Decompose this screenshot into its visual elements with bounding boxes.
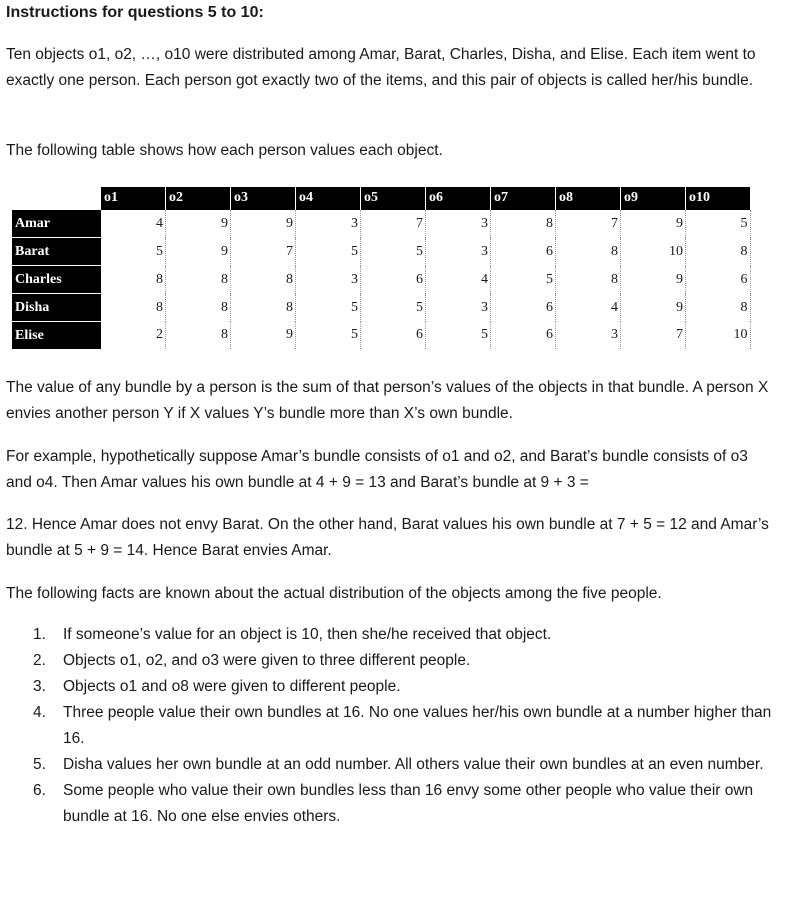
value-cell: 10: [686, 322, 751, 350]
table-caption: The following table shows how each person values each object.: [6, 142, 443, 159]
value-cell: 8: [166, 322, 231, 350]
table-row: [12, 238, 750, 266]
value-cell: 8: [556, 266, 621, 294]
value-cell: 8: [231, 266, 296, 294]
facts-intro-paragraph: The following facts are known about the actual distribution of the objects among the five people.: [6, 585, 662, 602]
value-cell: 7: [556, 210, 621, 238]
value-cell: 6: [491, 294, 556, 322]
list-text: Some people who value their own bundles less than 16 envy some other people who value their own bundle at 16. No one else envies others.: [63, 782, 754, 825]
example-paragraph: For example, hypothetically suppose Amar’s bundle consists of o1 and o2, and Barat’s bundle consists of o3 and o4. Then Amar values his own bundle at 4 + 9 = 13 and Barat’s bundle at 9 + 3 =: [6, 448, 748, 491]
value-cell: 3: [296, 210, 361, 238]
col-header: o2: [166, 187, 231, 210]
col-header: o9: [621, 187, 686, 210]
value-cell: 7: [621, 322, 686, 350]
col-header: o8: [556, 187, 621, 210]
value-cell: 8: [166, 294, 231, 322]
value-cell: 3: [426, 210, 491, 238]
list-item: [0, 648, 780, 674]
valuation-table: [12, 187, 751, 349]
row-name-cell: Disha: [12, 294, 101, 322]
value-cell: 3: [296, 266, 361, 294]
value-cell: 2: [101, 322, 166, 350]
value-cell: 10: [621, 238, 686, 266]
col-header: o4: [296, 187, 361, 210]
value-cell: 9: [621, 210, 686, 238]
value-cell: 5: [296, 294, 361, 322]
list-number: 3.: [33, 678, 46, 695]
value-cell: 5: [101, 238, 166, 266]
value-cell: 6: [361, 322, 426, 350]
intro-paragraph: Ten objects o1, o2, …, o10 were distributed among Amar, Barat, Charles, Disha, and Elise. Each item went to exactly one person. Each person got exactly two of the items, and this pair of objects is called her/his bundle.: [6, 46, 756, 89]
value-cell: 8: [686, 294, 751, 322]
col-header: o7: [491, 187, 556, 210]
row-name-cell: Amar: [12, 210, 101, 238]
list-text: Objects o1 and o8 were given to different people.: [63, 678, 401, 695]
value-cell: 9: [166, 210, 231, 238]
value-cell: 3: [426, 294, 491, 322]
table-row: [12, 294, 750, 322]
value-cell: 4: [426, 266, 491, 294]
value-cell: 6: [491, 322, 556, 350]
table-row: [12, 266, 750, 294]
list-text: Disha values her own bundle at an odd number. All others value their own bundles at an even number.: [63, 756, 764, 773]
value-cell: 9: [621, 266, 686, 294]
value-cell: 5: [491, 266, 556, 294]
table-row: [12, 322, 750, 350]
value-cell: 6: [686, 266, 751, 294]
value-cell: 5: [361, 294, 426, 322]
list-item: [0, 674, 780, 700]
value-cell: 8: [686, 238, 751, 266]
list-item: [0, 752, 780, 778]
value-cell: 7: [361, 210, 426, 238]
value-cell: 4: [101, 210, 166, 238]
value-cell: 3: [426, 238, 491, 266]
bundle-definition-paragraph: The value of any bundle by a person is the sum of that person’s values of the objects in that bundle. A person X envies another person Y if X values Y’s bundle more than X’s own bundle.: [6, 379, 769, 422]
list-number: 6.: [33, 782, 46, 799]
table-header-row: [12, 187, 750, 210]
col-header: o10: [686, 187, 751, 210]
value-cell: 8: [556, 238, 621, 266]
list-item: [0, 778, 780, 830]
list-number: 4.: [33, 704, 46, 721]
value-cell: 8: [231, 294, 296, 322]
value-cell: 7: [231, 238, 296, 266]
col-header: o3: [231, 187, 296, 210]
value-cell: 6: [491, 238, 556, 266]
value-cell: 8: [101, 266, 166, 294]
col-header: o5: [361, 187, 426, 210]
row-name-cell: Elise: [12, 322, 101, 350]
value-cell: 4: [556, 294, 621, 322]
list-item: [0, 700, 780, 752]
list-item: [0, 622, 780, 648]
facts-list: [0, 622, 780, 830]
list-text: Three people value their own bundles at 16. No one values her/his own bundle at a number higher than 16.: [63, 704, 772, 747]
example-continued-paragraph: 12. Hence Amar does not envy Barat. On the other hand, Barat values his own bundle at 7 + 5 = 12 and Amar’s bundle at 5 + 9 = 14. Hence Barat envies Amar.: [6, 516, 769, 559]
list-text: Objects o1, o2, and o3 were given to three different people.: [63, 652, 471, 669]
value-cell: 5: [296, 322, 361, 350]
instructions-heading: Instructions for questions 5 to 10:: [6, 4, 264, 21]
value-cell: 5: [361, 238, 426, 266]
value-cell: 3: [556, 322, 621, 350]
list-number: 5.: [33, 756, 46, 773]
value-cell: 8: [101, 294, 166, 322]
value-cell: 9: [231, 210, 296, 238]
value-cell: 9: [621, 294, 686, 322]
value-cell: 8: [491, 210, 556, 238]
col-header: o6: [426, 187, 491, 210]
value-cell: 8: [166, 266, 231, 294]
value-cell: 5: [426, 322, 491, 350]
col-header: o1: [101, 187, 166, 210]
value-cell: 6: [361, 266, 426, 294]
list-number: 2.: [33, 652, 46, 669]
list-text: If someone’s value for an object is 10, then she/he received that object.: [63, 626, 552, 643]
row-name-cell: Charles: [12, 266, 101, 294]
list-number: 1.: [33, 626, 46, 643]
table-row: [12, 210, 750, 238]
value-cell: 9: [166, 238, 231, 266]
row-name-cell: Barat: [12, 238, 101, 266]
value-cell: 5: [686, 210, 751, 238]
value-cell: 5: [296, 238, 361, 266]
corner-cell: [12, 187, 101, 210]
value-cell: 9: [231, 322, 296, 350]
